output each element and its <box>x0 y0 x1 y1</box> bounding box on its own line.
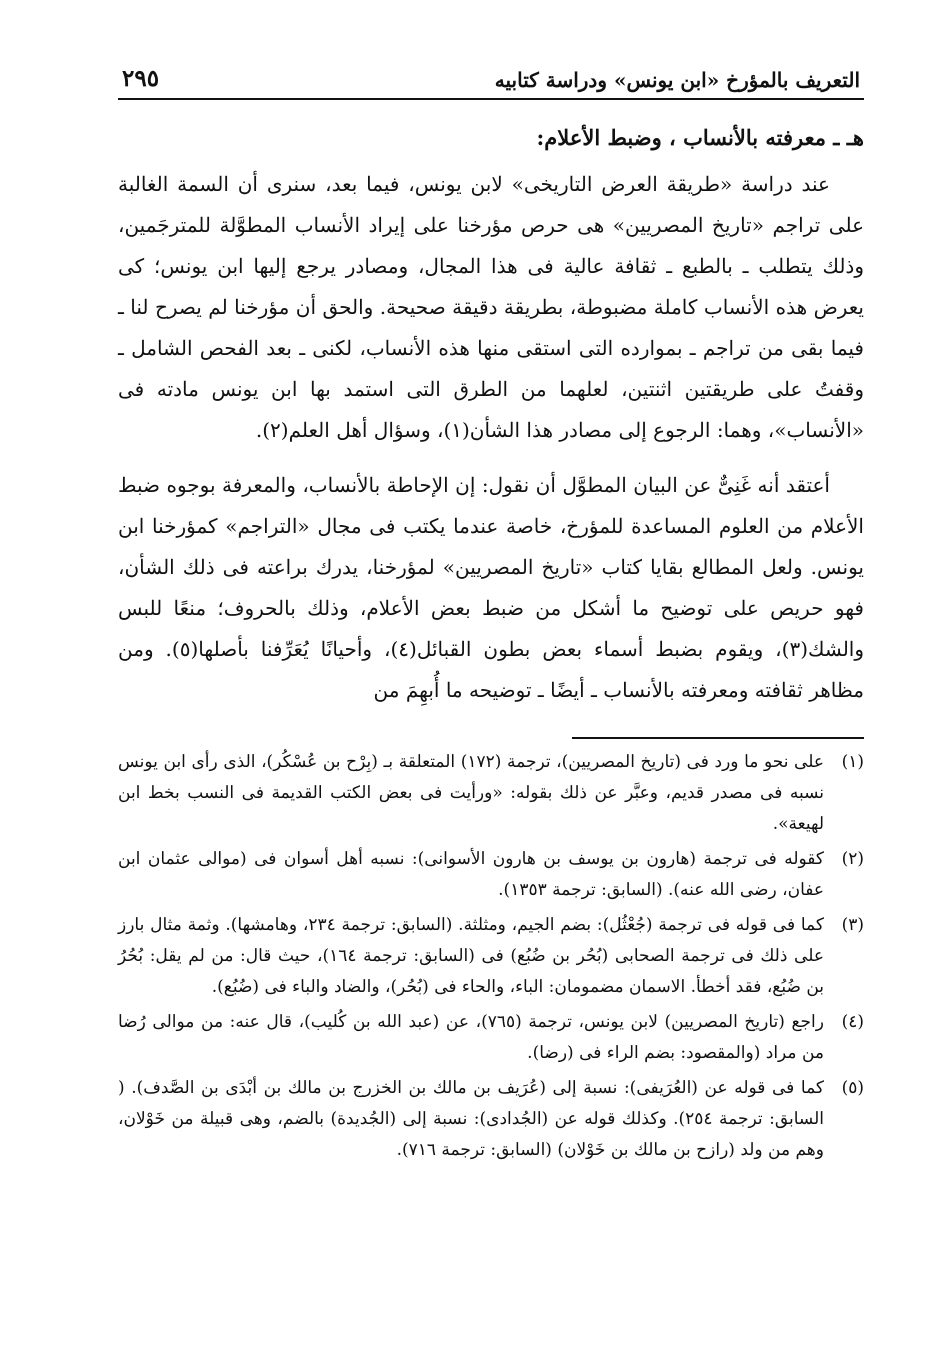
footnote-text: على نحو ما ورد فى (تاريخ المصريين)، ترجمة (١٧٢) المتعلقة بـ (بِرْح بن عُسْكُر)، الذى رأى ابن يونس نسبه فى مصدر قديم، وعبَّر عن ذلك بقوله: «ورأيت فى بعض الكتب القديمة فى النسب بخط ابن لهيعة». <box>118 752 824 834</box>
footnote-number: (٣) <box>841 915 864 935</box>
footnote-item <box>118 1007 864 1069</box>
footnote-number: (٤) <box>841 1012 864 1032</box>
section-heading: هـ ـ معرفته بالأنساب ، وضبط الأعلام: <box>536 125 864 150</box>
running-title: التعريف بالمؤرخ «ابن يونس» ودراسة كتابيه <box>494 68 860 92</box>
footnote-item <box>118 910 864 1003</box>
footnote-item <box>118 844 864 906</box>
footnote-number: (١) <box>841 752 864 772</box>
footnote-text: كقوله فى ترجمة (هارون بن يوسف بن هارون الأسوانى): نسبه أهل أسوان فى (موالى عثمان ابن عفان، رضى الله عنه). (السابق: ترجمة ١٣٥٣). <box>118 849 824 900</box>
running-header <box>118 58 864 92</box>
footnote-number: (٢) <box>841 849 864 869</box>
header-divider <box>118 98 864 100</box>
footnote-divider <box>572 737 864 739</box>
footnote-item <box>118 1073 864 1166</box>
footnote-number: (٥) <box>841 1078 864 1098</box>
page-number: ٢٩٥ <box>122 65 160 92</box>
body-paragraph: عند دراسة «طريقة العرض التاريخى» لابن يونس، فيما بعد، سنرى أن السمة الغالبة على تراجم «تاريخ المصريين» هى حرص مؤرخنا على إيراد الأنساب المطوَّلة للمترجَمين، وذلك يتطلب ـ بالطبع ـ ثقافة عالية فى هذا المجال، ومصادر يرجع إليها ابن يونس؛ كى يعرض هذه الأنساب كاملة مضبوطة، بطريقة دقيقة صحيحة. والحق أن مؤرخنا لم يصرح لنا ـ فيما بقى من تراجم ـ بموارده التى استقى منها هذه الأنساب، لكنى ـ بعد الفحص الشامل ـ وقفتُ على طريقتين اثنتين، لعلهما من الطرق التى استمد بها ابن يونس مادته فى «الأنساب»، وهما: الرجوع إلى مصادر هذا الشأن(١)، وسؤال أهل العلم(٢). <box>118 172 865 442</box>
footnote-text: كما فى قوله فى ترجمة (جُعْثُل): بضم الجيم، ومثلثة. (السابق: ترجمة ٢٣٤، وهامشها). وثمة مثال بارز على ذلك فى ترجمة الصحابى (بُحُر بن ضُبُع) فى (السابق: ترجمة ١٦٤)، حيث قال: من لم يقل: بُحُرُ بن ضُبُع، فقد أخطأ. الاسمان مضمومان: الباء، والحاء فى (بُحُر)، والضاد والباء فى (ضُبُع). <box>118 915 824 997</box>
footnote-text: كما فى قوله عن (العُرَيفى): نسبة إلى (عُرَيف بن مالك بن الخزرج بن مالك بن أبْدَى بن الصَّدف). ( السابق: ترجمة ٢٥٤). وكذلك قوله عن (الجُدادى): نسبة إلى (الجُديدة) بالضم، وهى قبيلة من خَوْلان، وهم من ولد (رازح بن مالك بن خَوْلان) (السابق: ترجمة ٧١٦). <box>118 1078 824 1160</box>
footnote-text: راجع (تاريخ المصريين) لابن يونس، ترجمة (٧٦٥)، عن (عبد الله بن كُليب)، قال عنه: من موالى رُضا من مراد (والمقصود: بضم الراء فى (رضا). <box>118 1012 824 1063</box>
book-page <box>118 58 864 1170</box>
footnote-item <box>118 747 864 840</box>
footnotes <box>118 747 864 1166</box>
body-paragraph: أعتقد أنه غَنِىٌّ عن البيان المطوَّل أن نقول: إن الإحاطة بالأنساب، والمعرفة بوجوه ضبط الأعلام من العلوم المساعدة للمؤرخ، خاصة عندما يكتب فى مجال «التراجم» كمؤرخنا ابن يونس. ولعل المطالع بقايا كتاب «تاريخ المصريين» لمؤرخنا، يدرك براعته فى ذلك الشأن، فهو حريص على توضيح ما أشكل من ضبط بعض الأعلام، وذلك بالحروف؛ منعًا للبس والشك(٣)، ويقوم بضبط أسماء بعض بطون القبائل(٤)، وأحيانًا يُعَرِّفنا بأصلها(٥). ومن مظاهر ثقافته ومعرفته بالأنساب ـ أيضًا ـ توضيحه ما أُبهِمَ من <box>118 473 865 702</box>
